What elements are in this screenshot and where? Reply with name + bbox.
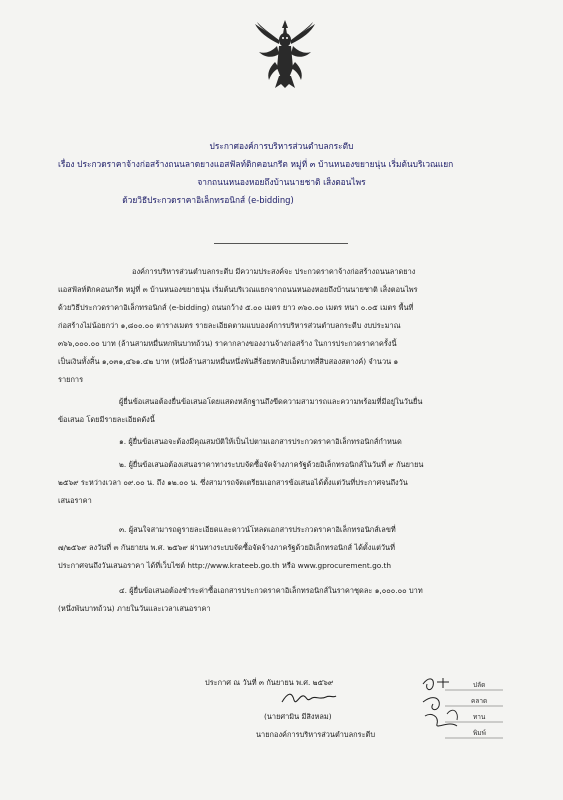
- garuda-emblem: [253, 18, 317, 90]
- body-line: (หนึ่งพันบาทถ้วน) ภายในวันและเวลาเสนอราคา: [58, 604, 211, 613]
- body-line: ข้อเสนอ โดยมีรายละเอียดดังนี้: [58, 415, 155, 424]
- body-line: รายการ: [58, 375, 84, 384]
- body-line: ประกาศจนถึงวันเสนอราคา ได้ที่เว็บไซต์ http://www.krateeb.go.th หรือ www.gprocurement.go.th: [58, 561, 392, 570]
- body-line: เสนอราคา: [58, 496, 92, 505]
- subject-line: เรื่อง ประกวดราคาจ้างก่อสร้างถนนลาดยางแอสฟัลท์ติกคอนกรีต หมู่ที่ ๓ บ้านหนองขยายนุ่น เริ่มต้นบริเวณแยก: [58, 159, 454, 169]
- body-line: ๗/๒๕๖๙ ลงวันที่ ๓ กันยายน พ.ศ. ๒๕๖๙ ผ่านทางระบบจัดซื้อจัดจ้างภาครัฐด้วยอิเล็กทรอนิกส์ ได้ตั้งแต่วันที่: [58, 543, 395, 552]
- body-line: ผู้ยื่นข้อเสนอต้องยื่นข้อเสนอโดยแสดงหลักฐานถึงขีดความสามารถและความพร้อมที่มีอยู่ในวันยื่น: [119, 397, 423, 406]
- stamp-row: คลาด: [471, 697, 488, 705]
- body-line: องค์การบริหารส่วนตำบลกระตีบ มีความประสงค์จะ ประกวดราคาจ้างก่อสร้างถนนลาดยาง: [132, 267, 416, 276]
- body-line: เป็นเงินทั้งสิ้น ๑,๐๓๑,๔๖๑.๔๒ บาท (หนึ่งล้านสามหมื่นหนึ่งพันสี่ร้อยหกสิบเอ็ดบาทสี่สิบสองสตางค์) จำนวน ๑: [58, 357, 399, 366]
- stamp-row: ปลัด: [473, 681, 486, 689]
- signatory-position: นายกองค์การบริหารส่วนตำบลกระตีบ: [256, 730, 376, 739]
- condition-item: ๔. ผู้ยื่นข้อเสนอต้องชำระค่าซื้อเอกสารประกวดราคาอิเล็กทรอนิกส์ในราคาชุดละ ๑,๐๐๐.๐๐ บาท: [119, 586, 423, 595]
- stamp-row: พิมพ์: [473, 729, 486, 737]
- stamp-scribbles: [419, 676, 505, 746]
- body-line: ด้วยวิธีประกวดราคาอิเล็กทรอนิกส์ (e-bidding) ถนนกว้าง ๕.๐๐ เมตร ยาว ๓๖๐.๐๐ เมตร หนา ๐.๐๕ เมตร พื้นที่: [58, 303, 414, 312]
- condition-item: ๑. ผู้ยื่นข้อเสนอจะต้องมีคุณสมบัติให้เป็นไปตามเอกสารประกวดราคาอิเล็กทรอนิกส์กำหนด: [119, 437, 402, 446]
- announcement-title: ประกาศองค์การบริหารส่วนตำบลกระตีบ: [209, 141, 354, 151]
- signature-scribble: [278, 688, 338, 708]
- approval-stamp: [419, 676, 505, 746]
- body-line: ก่อสร้างไม่น้อยกว่า ๑,๘๐๐.๐๐ ตารางเมตร รายละเอียดตามแบบองค์การบริหารส่วนตำบลกระตีบ งบประมาณ: [58, 321, 401, 330]
- body-line: แอสฟัลท์ติกคอนกรีต หมู่ที่ ๓ บ้านหนองขยายนุ่น เริ่มต้นบริเวณแยกจากถนนหนองหอยถึงบ้านนายชาติ เส็งตอนไพร: [58, 285, 418, 294]
- condition-item: ๓. ผู้สนใจสามารถดูรายละเอียดและดาวน์โหลดเอกสารประกวดราคาอิเล็กทรอนิกส์เลขที่: [119, 525, 396, 534]
- method-line: ด้วยวิธีประกวดราคาอิเล็กทรอนิกส์ (e-bidding): [122, 195, 294, 205]
- signatory-name: (นายศามิน มีสิงหลม): [264, 712, 332, 721]
- body-line: ๒๕๖๙ ระหว่างเวลา ๐๙.๐๐ น. ถึง ๑๒.๐๐ น. ซึ่งสามารถจัดเตรียมเอกสารข้อเสนอได้ตั้งแต่วันที่ประกาศจนถึงวัน: [58, 478, 408, 487]
- announce-date: ประกาศ ณ วันที่ ๓ กันยายน พ.ศ. ๒๕๖๙: [205, 678, 334, 687]
- subject-line-cont: จากถนนหนองหอยถึงบ้านนายชาติ เส็งตอนไพร: [197, 177, 366, 187]
- header-divider: [214, 243, 348, 244]
- stamp-row: ทาน: [473, 713, 486, 721]
- body-line: ๓๖๖,๐๐๐.๐๐ บาท (ล้านสามหมื่นหกพันบาทถ้วน) ราคากลางของงานจ้างก่อสร้าง ในการประกวดราคาครั้งนี้: [58, 339, 397, 348]
- condition-item: ๒. ผู้ยื่นข้อเสนอต้องเสนอราคาทางระบบจัดซื้อจัดจ้างภาครัฐด้วยอิเล็กทรอนิกส์ในวันที่ ๙ กันยายน: [119, 460, 424, 469]
